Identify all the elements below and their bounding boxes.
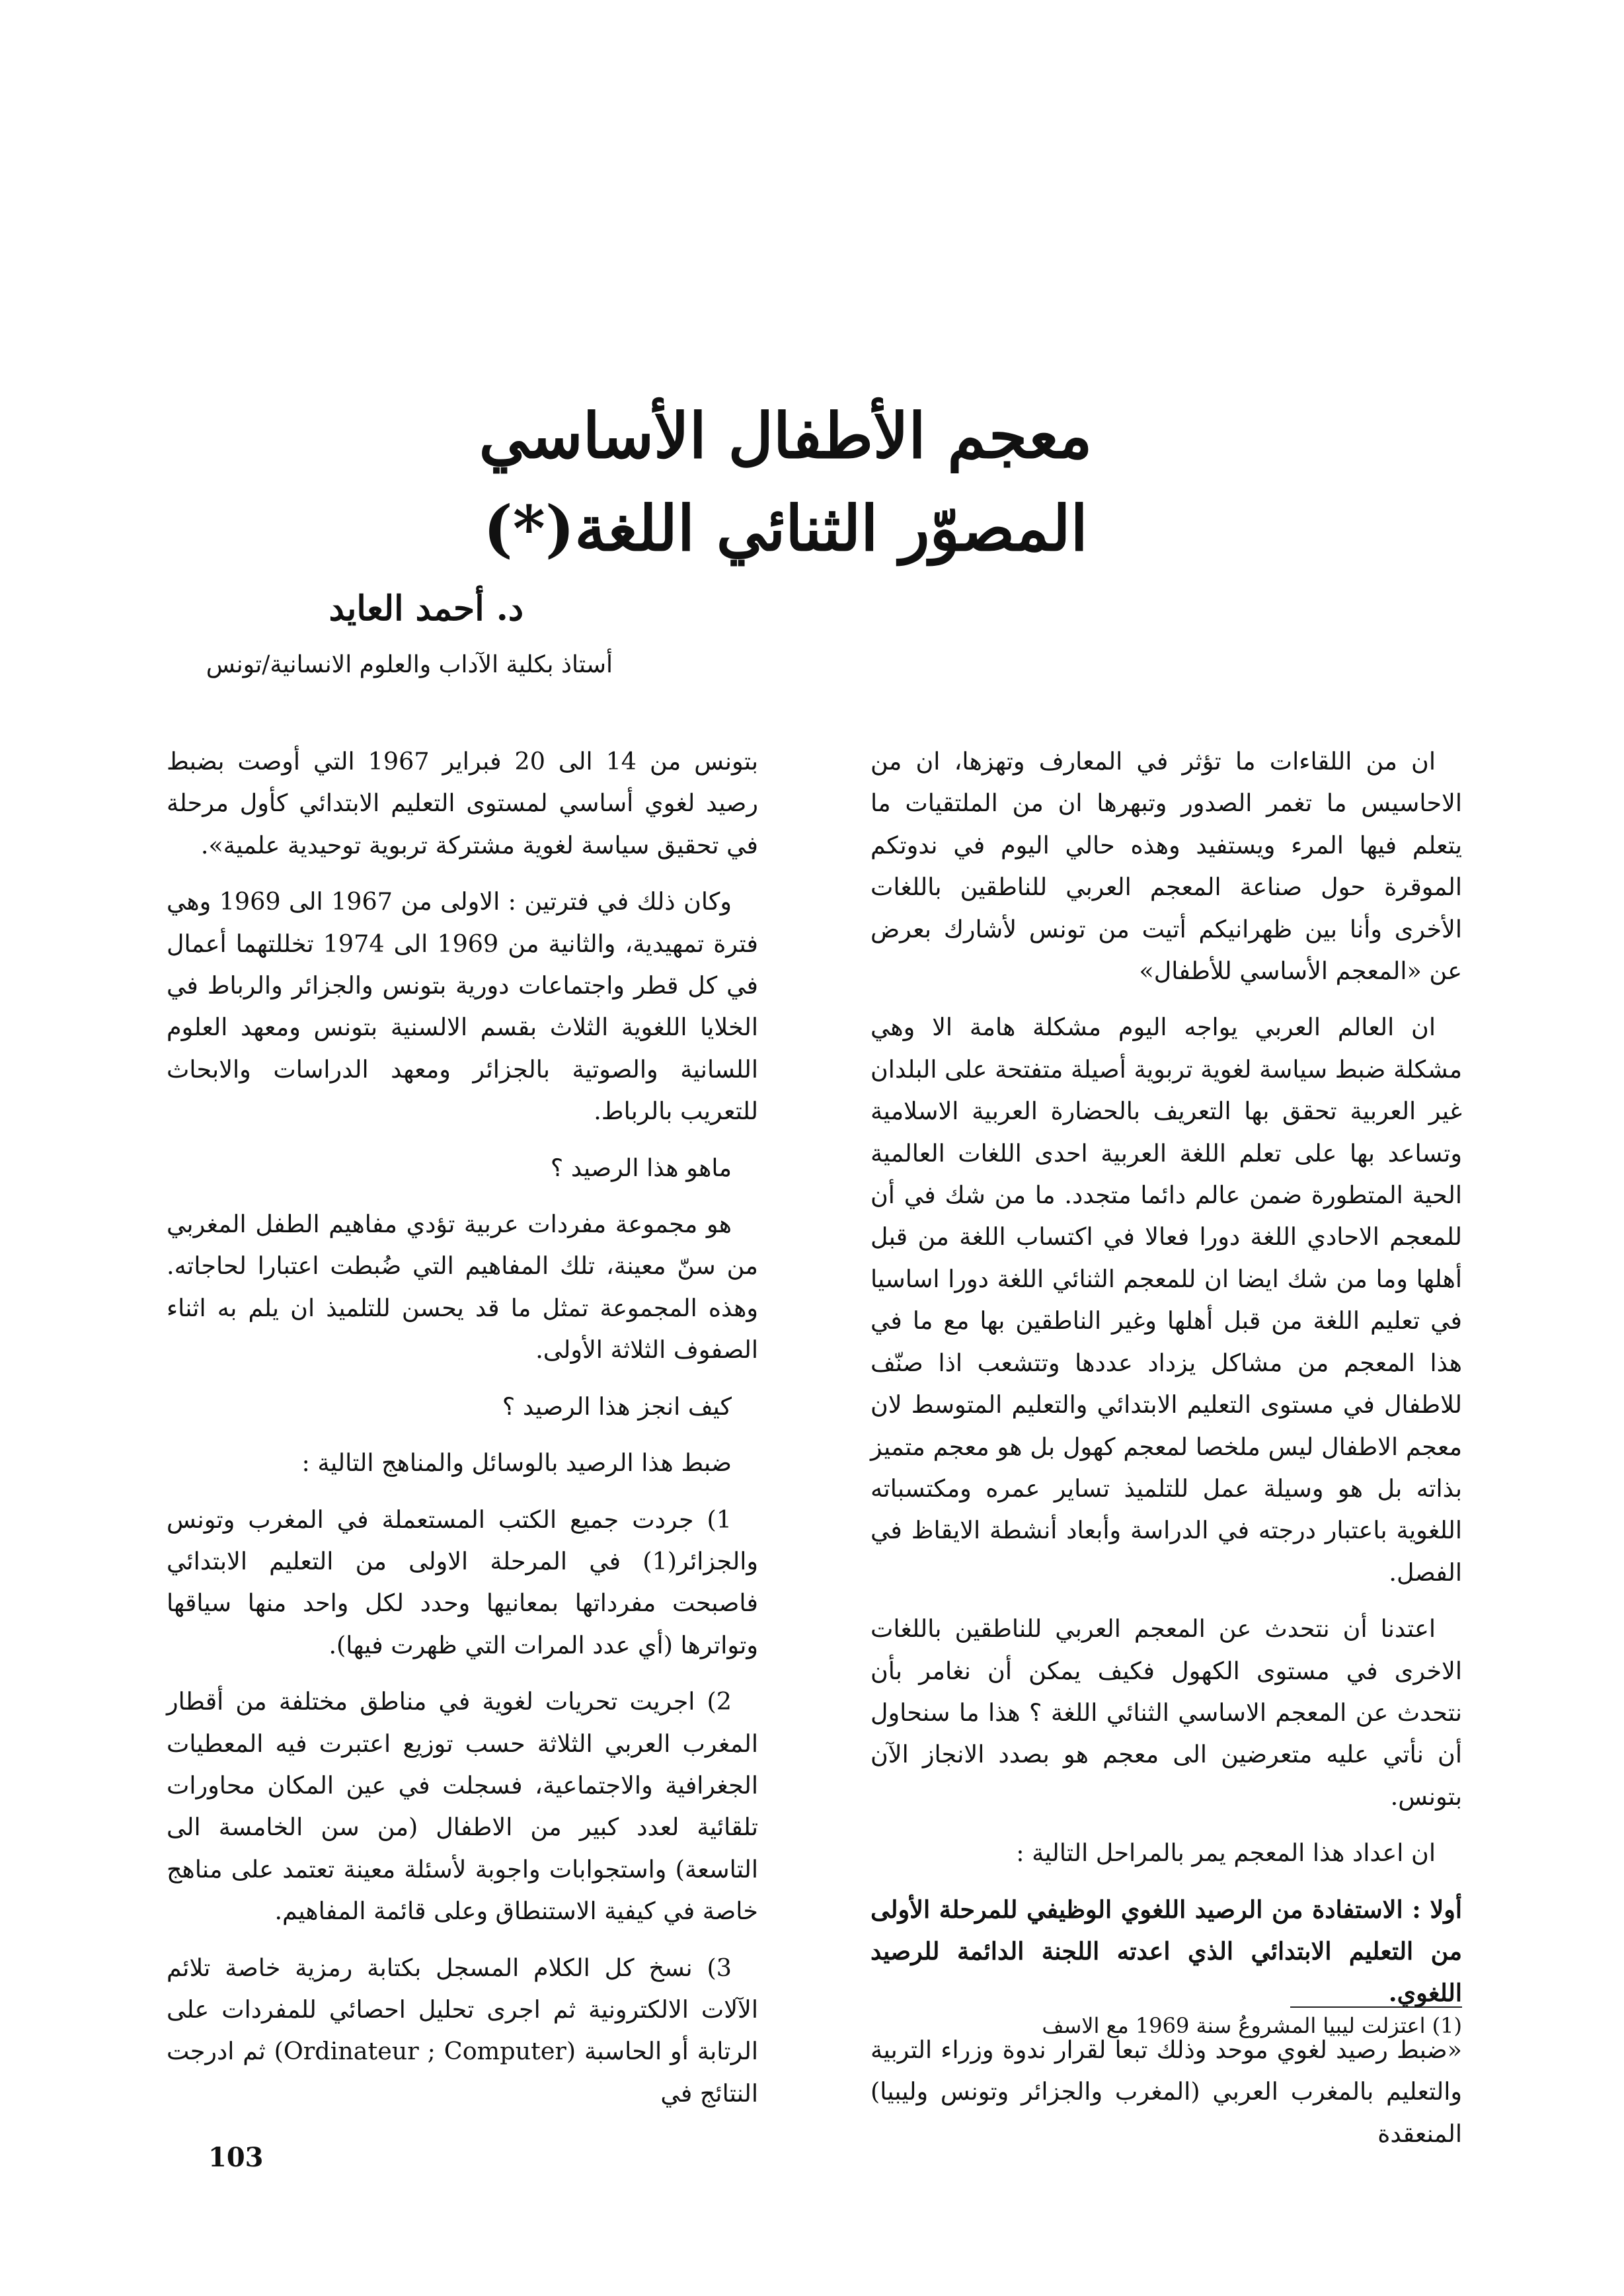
paragraph: اعتدنا أن نتحدث عن المعجم العربي للناطقين باللغات الاخرى في مستوى الكهول فكيف يمكن أن نغامر بأن نتحدث عن المعجم الاساسي الثنائي اللغة ؟ هذا ما سنحاول أن نأتي عليه متعرضين الى معجم هو بصدد الانجاز الآن بتونس. xyxy=(870,1614,1462,1811)
paragraph: ضبط هذا الرصيد بالوسائل والمناهج التالية : xyxy=(301,1448,732,1478)
paragraph: «ضبط رصيد لغوي موحد وذلك تبعا لقرار ندوة وزراء التربية والتعليم بالمغرب العربي (المغرب والجزائر وتونس وليبيا) المنعقدة xyxy=(870,2035,1462,2148)
paragraph: هو مجموعة مفردات عربية تؤدي مفاهيم الطفل المغربي من سنّ معينة، تلك المفاهيم التي ضُبطت اعتبارا لحاجاته. وهذه المجموعة تمثل ما قد يحسن للتلميذ ان يلم به اثناء الصفوف الثلاثة الأولى. xyxy=(167,1210,758,1365)
list-item: 2) اجريت تحريات لغوية في مناطق مختلفة من أقطار المغرب العربي الثلاثة حسب توزيع اعتبرت فيه المعطيات الجغرافية والاجتماعية، فسجلت في عين المكان محاورات تلقائية لعدد كبير من الاطفال (من سن الخامسة الى التاسعة) واستجوابات واجوبة لأسئلة معينة تعتمد على مناهج خاصة في كيفية الاستنطاق وعلى قائمة المفاهيم. xyxy=(167,1687,758,1926)
paragraph: ان اعداد هذا المعجم يمر بالمراحل التالية : xyxy=(1016,1839,1436,1868)
paragraph: ان من اللقاءات ما تؤثر في المعارف وتهزها، ان من الاحاسيس ما تغمر الصدور وتبهرها ان من الملتقيات ما يتعلم فيها المرء ويستفيد وهذه حالي اليوم في ندوتكم الموقرة حول صناعة المعجم العربي للناطقين باللغات الأخرى وأنا بين ظهرانيكم أتيت من تونس لأشارك بعرض عن «المعجم الأساسي للأطفال» xyxy=(870,747,1462,986)
list-item: 3) نسخ كل الكلام المسجل بكتابة رمزية خاصة تلائم الآلات الالكترونية ثم اجرى تحليل احصائي للمفردات على الرتابة أو الحاسبة (Ordinateur ; Computer) ثم ادرجت النتائج في xyxy=(167,1953,758,2108)
section-heading: أولا : الاستفادة من الرصيد اللغوي الوظيفي للمرحلة الأولى من التعليم الابتدائي الذي اعدته اللجنة الدائمة للرصيد اللغوي. xyxy=(870,1895,1462,2008)
left-text-column xyxy=(167,740,758,2129)
page-number: 103 xyxy=(208,2142,264,2173)
title-line-1: معجم الأطفال الأساسي xyxy=(479,400,1093,473)
footnote-divider xyxy=(1290,2006,1462,2008)
paragraph: ماهو هذا الرصيد ؟ xyxy=(550,1153,732,1182)
footnote: (1) اعتزلت ليبيا المشروعُ سنة 1969 مع الاسف xyxy=(1042,2013,1462,2038)
list-item: 1) جردت جميع الكتب المستعملة في المغرب وتونس والجزائر(1) في المرحلة الاولى من التعليم الابتدائي فاصبحت مفرداتها بمعانيها وحدد لكل واحد منها سياقها وتواترها (أي عدد المرات التي ظهرت فيها). xyxy=(167,1505,758,1659)
right-text-column xyxy=(870,740,1462,2169)
paragraph: كيف انجز هذا الرصيد ؟ xyxy=(502,1392,732,1421)
title-line-2: المصوّر الثنائي اللغة(*) xyxy=(483,493,1088,565)
article-title xyxy=(463,390,1108,575)
paragraph: وكان ذلك في فترتين : الاولى من 1967 الى 1969 وهي فترة تمهيدية، والثانية من 1969 الى 1974 تخللتهما أعمال في كل قطر واجتماعات دورية بتونس والجزائر والرباط في الخلايا اللغوية الثلاث بقسم الالسنية بتونس ومعهد العلوم اللسانية والصوتية بالجزائر ومعهد الدراسات والابحاث للتعريب بالرباط. xyxy=(167,887,758,1126)
paragraph: بتونس من 14 الى 20 فبراير 1967 التي أوصت بضبط رصيد لغوي أساسي لمستوى التعليم الابتدائي كأول مرحلة في تحقيق سياسة لغوية مشتركة تربوية توحيدية علمية». xyxy=(167,747,759,859)
author-affiliation: أستاذ بكلية الآداب والعلوم الانسانية/تونس xyxy=(206,651,613,678)
author-name: د. أحمد العايد xyxy=(329,588,523,629)
paragraph: ان العالم العربي يواجه اليوم مشكلة هامة الا وهي مشكلة ضبط سياسة لغوية تربوية أصيلة متفتحة على البلدان غير العربية تحقق بها التعريف بالحضارة العربية الاسلامية وتساعد بها على تعلم اللغة العربية احدى اللغات العالمية الحية المتطورة ضمن عالم دائما متجدد. ما من شك في أن للمعجم الاحادي اللغة دورا فعالا في اكتساب اللغة من قبل أهلها وما من شك ايضا ان للمعجم الثنائي اللغة دورا اساسيا في تعليم اللغة من قبل أهلها وغير الناطقين بها مع ما في هذا المعجم من مشاكل يزداد عددها وتتشعب اذا صنّف للاطفال في مستوى التعليم الابتدائي والتعليم المتوسط لان معجم الاطفال ليس ملخصا لمعجم كهول بل هو معجم متميز بذاته بل هو وسيلة عمل للتلميذ تساير عمره ومكتسباته اللغوية باعتبار درجته في الدراسة وأبعاد أنشطة الايقاظ في الفصل. xyxy=(870,1013,1462,1587)
